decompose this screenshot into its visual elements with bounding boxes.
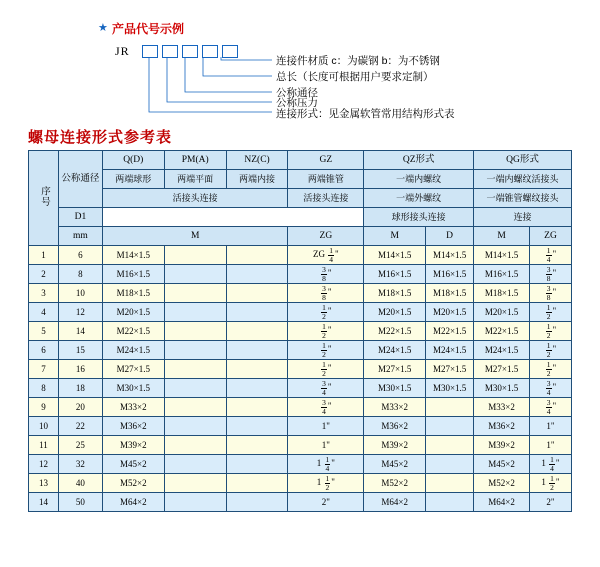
cell-qg-zg: $\frac{1}{2}$ " xyxy=(530,322,572,341)
cell-qz-m: M20×1.5 xyxy=(364,303,426,322)
cell-nz xyxy=(226,398,288,417)
cell-qg-m: M33×2 xyxy=(474,398,530,417)
cell-qz-m: M18×1.5 xyxy=(364,284,426,303)
cell-nz xyxy=(226,436,288,455)
header-nz-desc: 两端内接 xyxy=(226,170,288,189)
cell-dn: 8 xyxy=(58,265,102,284)
cell-qg-m: M52×2 xyxy=(474,474,530,493)
cell-qd: M18×1.5 xyxy=(102,284,164,303)
cell-gz: 1" xyxy=(288,417,364,436)
header-seq: 序号 xyxy=(29,151,59,246)
cell-seq: 3 xyxy=(29,284,59,303)
header-gz-union: 活接头连接 xyxy=(288,189,364,208)
cell-gz: 1 $\frac{1}{2}$ " xyxy=(288,474,364,493)
header-group-qd: Q(D) xyxy=(102,151,164,170)
legend-item-connection-type: 连接形式：见金属软管常用结构形式表 xyxy=(276,108,455,120)
star-icon: ★ xyxy=(98,22,108,34)
cell-qd: M64×2 xyxy=(102,493,164,512)
cell-qd: M39×2 xyxy=(102,436,164,455)
table-row xyxy=(29,341,572,360)
header-merge-union: 活接头连接 xyxy=(102,189,288,208)
product-code-legend xyxy=(0,0,600,120)
cell-qz-m: M64×2 xyxy=(364,493,426,512)
cell-qg-m: M16×1.5 xyxy=(474,265,530,284)
cell-qg-zg: 1" xyxy=(530,436,572,455)
cell-qd: M52×2 xyxy=(102,474,164,493)
cell-dn: 18 xyxy=(58,379,102,398)
table-row xyxy=(29,284,572,303)
table-row xyxy=(29,474,572,493)
cell-qd: M33×2 xyxy=(102,398,164,417)
cell-qz-d: M30×1.5 xyxy=(426,379,474,398)
cell-qz-m: M27×1.5 xyxy=(364,360,426,379)
cell-qz-m: M33×2 xyxy=(364,398,426,417)
cell-pm xyxy=(164,265,226,284)
header-group-pm: PM(A) xyxy=(164,151,226,170)
cell-qz-d xyxy=(426,474,474,493)
section-title: 螺母连接形式参考表 xyxy=(28,129,173,146)
header-unit-qz-m: M xyxy=(364,227,426,246)
cell-qg-m: M64×2 xyxy=(474,493,530,512)
cell-qg-m: M30×1.5 xyxy=(474,379,530,398)
cell-nz xyxy=(226,417,288,436)
header-group-qz: QZ形式 xyxy=(364,151,474,170)
nut-connection-reference-table xyxy=(28,150,572,512)
cell-pm xyxy=(164,322,226,341)
cell-qz-m: M24×1.5 xyxy=(364,341,426,360)
table-row xyxy=(29,379,572,398)
cell-qg-zg: $\frac{1}{2}$ " xyxy=(530,360,572,379)
cell-qg-m: M39×2 xyxy=(474,436,530,455)
cell-qz-m: M30×1.5 xyxy=(364,379,426,398)
cell-qz-d: M18×1.5 xyxy=(426,284,474,303)
header-qg-desc1: 一端内螺纹活接头 xyxy=(474,170,572,189)
cell-gz: 2" xyxy=(288,493,364,512)
header-d1: D1 xyxy=(58,208,102,227)
header-unit-m: M xyxy=(102,227,288,246)
header-dn-unit: mm xyxy=(58,227,102,246)
cell-pm xyxy=(164,360,226,379)
cell-qz-d: M16×1.5 xyxy=(426,265,474,284)
cell-qz-m: M14×1.5 xyxy=(364,246,426,265)
cell-qz-d xyxy=(426,436,474,455)
table-row xyxy=(29,246,572,265)
header-unit-qg-zg: ZG xyxy=(530,227,572,246)
cell-qz-m: M36×2 xyxy=(364,417,426,436)
header-qd-desc: 两端球形 xyxy=(102,170,164,189)
cell-qz-d: M27×1.5 xyxy=(426,360,474,379)
header-gz-desc: 两端锥管 xyxy=(288,170,364,189)
legend-title: 产品代号示例 xyxy=(112,22,185,36)
cell-pm xyxy=(164,455,226,474)
cell-qd: M22×1.5 xyxy=(102,322,164,341)
cell-qz-m: M16×1.5 xyxy=(364,265,426,284)
cell-gz: $\frac{1}{2}$ " xyxy=(288,303,364,322)
cell-qg-zg: 1 $\frac{1}{4}$ " xyxy=(530,455,572,474)
cell-nz xyxy=(226,360,288,379)
cell-gz: $\frac{1}{2}$ " xyxy=(288,322,364,341)
cell-qd: M16×1.5 xyxy=(102,265,164,284)
cell-pm xyxy=(164,379,226,398)
cell-gz: $\frac{3}{4}$ " xyxy=(288,379,364,398)
cell-qd: M24×1.5 xyxy=(102,341,164,360)
cell-nz xyxy=(226,303,288,322)
table-row xyxy=(29,265,572,284)
cell-dn: 32 xyxy=(58,455,102,474)
cell-seq: 7 xyxy=(29,360,59,379)
cell-qg-zg: $\frac{3}{4}$ " xyxy=(530,398,572,417)
header-group-gz: GZ xyxy=(288,151,364,170)
cell-gz: 1 $\frac{1}{4}$ " xyxy=(288,455,364,474)
cell-pm xyxy=(164,284,226,303)
cell-dn: 12 xyxy=(58,303,102,322)
cell-qg-zg: $\frac{1}{2}$ " xyxy=(530,341,572,360)
header-dn: 公称通径 xyxy=(58,151,102,208)
cell-qg-m: M45×2 xyxy=(474,455,530,474)
cell-dn: 15 xyxy=(58,341,102,360)
cell-seq: 9 xyxy=(29,398,59,417)
cell-qz-m: M22×1.5 xyxy=(364,322,426,341)
cell-qg-m: M24×1.5 xyxy=(474,341,530,360)
cell-qz-d xyxy=(426,455,474,474)
table-row xyxy=(29,303,572,322)
cell-qg-m: M20×1.5 xyxy=(474,303,530,322)
cell-seq: 13 xyxy=(29,474,59,493)
cell-dn: 50 xyxy=(58,493,102,512)
cell-pm xyxy=(164,474,226,493)
cell-dn: 20 xyxy=(58,398,102,417)
cell-qg-zg: $\frac{1}{2}$ " xyxy=(530,303,572,322)
legend-item-length: 总长（长度可根据用户要求定制） xyxy=(276,71,434,83)
cell-qz-d xyxy=(426,398,474,417)
cell-dn: 14 xyxy=(58,322,102,341)
cell-qd: M27×1.5 xyxy=(102,360,164,379)
cell-nz xyxy=(226,493,288,512)
cell-qd: M36×2 xyxy=(102,417,164,436)
cell-qz-d: M24×1.5 xyxy=(426,341,474,360)
cell-qd: M14×1.5 xyxy=(102,246,164,265)
cell-dn: 10 xyxy=(58,284,102,303)
cell-dn: 16 xyxy=(58,360,102,379)
legend-item-nominal-diameter: 公称通径 xyxy=(276,87,318,99)
cell-qz-d xyxy=(426,417,474,436)
cell-seq: 12 xyxy=(29,455,59,474)
cell-qz-m: M39×2 xyxy=(364,436,426,455)
cell-nz xyxy=(226,379,288,398)
table-row xyxy=(29,322,572,341)
cell-qz-d xyxy=(426,493,474,512)
cell-qg-zg: $\frac{3}{8}$ " xyxy=(530,265,572,284)
cell-dn: 22 xyxy=(58,417,102,436)
cell-pm xyxy=(164,436,226,455)
cell-nz xyxy=(226,265,288,284)
cell-qd: M30×1.5 xyxy=(102,379,164,398)
cell-qg-m: M22×1.5 xyxy=(474,322,530,341)
cell-seq: 2 xyxy=(29,265,59,284)
cell-dn: 6 xyxy=(58,246,102,265)
table-row xyxy=(29,455,572,474)
cell-gz: ZG $\frac{1}{4}$ " xyxy=(288,246,364,265)
legend-item-nominal-pressure: 公称压力 xyxy=(276,97,318,109)
cell-qg-zg: 1 $\frac{1}{2}$ " xyxy=(530,474,572,493)
cell-qg-zg: 1" xyxy=(530,417,572,436)
cell-qg-m: M36×2 xyxy=(474,417,530,436)
cell-gz: $\frac{3}{8}$ " xyxy=(288,284,364,303)
cell-dn: 40 xyxy=(58,474,102,493)
cell-seq: 10 xyxy=(29,417,59,436)
table-row xyxy=(29,436,572,455)
header-unit-qg-m: M xyxy=(474,227,530,246)
cell-pm xyxy=(164,303,226,322)
cell-qg-zg: $\frac{1}{4}$ " xyxy=(530,246,572,265)
cell-seq: 11 xyxy=(29,436,59,455)
cell-qg-zg: $\frac{3}{8}$ " xyxy=(530,284,572,303)
cell-pm xyxy=(164,341,226,360)
code-prefix: JR xyxy=(115,44,130,58)
cell-pm xyxy=(164,246,226,265)
cell-seq: 8 xyxy=(29,379,59,398)
cell-pm xyxy=(164,398,226,417)
header-qg-desc3: 连接 xyxy=(474,208,572,227)
legend-item-material: 连接件材质 c：为碳钢 b：为不锈钢 xyxy=(276,55,440,67)
cell-qz-m: M52×2 xyxy=(364,474,426,493)
header-group-qg: QG形式 xyxy=(474,151,572,170)
cell-seq: 6 xyxy=(29,341,59,360)
cell-gz: $\frac{3}{4}$ " xyxy=(288,398,364,417)
cell-qg-m: M18×1.5 xyxy=(474,284,530,303)
cell-seq: 1 xyxy=(29,246,59,265)
cell-pm xyxy=(164,417,226,436)
header-pm-desc: 两端平面 xyxy=(164,170,226,189)
header-qz-desc2: 一端外螺纹 xyxy=(364,189,474,208)
cell-qd: M20×1.5 xyxy=(102,303,164,322)
cell-dn: 25 xyxy=(58,436,102,455)
cell-seq: 4 xyxy=(29,303,59,322)
header-qg-desc2: 一端锥管螺纹接头 xyxy=(474,189,572,208)
table-row xyxy=(29,398,572,417)
cell-seq: 14 xyxy=(29,493,59,512)
cell-nz xyxy=(226,474,288,493)
header-qz-desc1: 一端内螺纹 xyxy=(364,170,474,189)
table-body xyxy=(29,246,572,512)
header-unit-zg: ZG xyxy=(288,227,364,246)
header-unit-qz-d: D xyxy=(426,227,474,246)
cell-nz xyxy=(226,455,288,474)
cell-seq: 5 xyxy=(29,322,59,341)
table-row xyxy=(29,417,572,436)
cell-nz xyxy=(226,322,288,341)
cell-qz-d: M14×1.5 xyxy=(426,246,474,265)
table-row xyxy=(29,493,572,512)
cell-pm xyxy=(164,493,226,512)
cell-qg-m: M27×1.5 xyxy=(474,360,530,379)
cell-gz: 1" xyxy=(288,436,364,455)
cell-qg-zg: 2" xyxy=(530,493,572,512)
cell-gz: $\frac{3}{8}$ " xyxy=(288,265,364,284)
header-spacer xyxy=(102,208,363,227)
cell-qz-m: M45×2 xyxy=(364,455,426,474)
cell-qd: M45×2 xyxy=(102,455,164,474)
cell-gz: $\frac{1}{2}$ " xyxy=(288,360,364,379)
cell-qz-d: M20×1.5 xyxy=(426,303,474,322)
cell-nz xyxy=(226,284,288,303)
cell-gz: $\frac{1}{2}$ " xyxy=(288,341,364,360)
table-row xyxy=(29,360,572,379)
header-qz-desc3: 球形接头连接 xyxy=(364,208,474,227)
cell-nz xyxy=(226,246,288,265)
cell-nz xyxy=(226,341,288,360)
cell-qg-zg: $\frac{3}{4}$ " xyxy=(530,379,572,398)
cell-qz-d: M22×1.5 xyxy=(426,322,474,341)
header-group-nz: NZ(C) xyxy=(226,151,288,170)
cell-qg-m: M14×1.5 xyxy=(474,246,530,265)
